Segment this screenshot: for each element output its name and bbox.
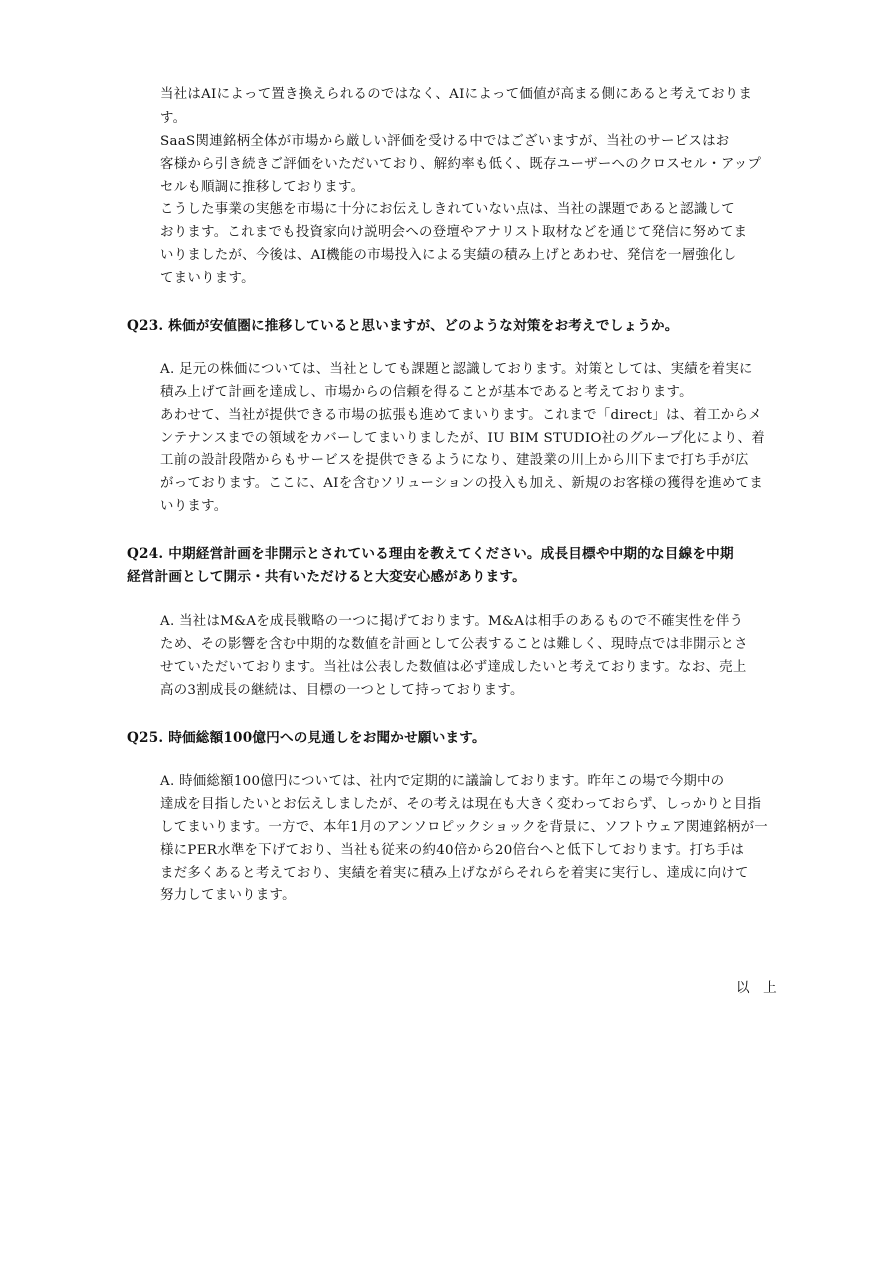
intro-line: セルも順調に推移しております。	[160, 180, 365, 195]
answer-line: せていただいております。当社は公表した数値は必ず達成したいと考えております。なお、売上	[160, 660, 747, 675]
answer-line: してまいります。一方で、本年1月のアンソロピックショックを背景に、ソフトウェア関連銘柄が一	[160, 820, 768, 835]
closing-mark: 以 上	[736, 980, 777, 996]
answer-line: A. 当社はM&Aを成長戦略の一つに掲げております。M&Aは相手のあるもので不確実性を伴う	[160, 614, 744, 629]
question-heading: Q25. 時価総額100億円への見通しをお聞かせ願います。	[127, 730, 486, 746]
answer-line: 様にPER水準を下げており、当社も従来の約40倍から20倍台へと低下しております。打ち手は	[160, 843, 745, 858]
answer-line: 積み上げて計画を達成し、市場からの信頼を得ることが基本であると考えております。	[160, 385, 693, 400]
answer-line: まだ多くあると考えており、実績を着実に積み上げながらそれらを着実に実行し、達成に向けて	[160, 866, 749, 881]
answer-line: ンテナンスまでの領域をカバーしてまいりましたが、IU BIM STUDIO社のグループ化により、着	[160, 431, 765, 446]
question-heading: Q23. 株価が安値圏に推移していると思いますが、どのような対策をお考えでしょうか。	[127, 318, 679, 334]
answer-line: いります。	[160, 499, 228, 514]
intro-line: SaaS関連銘柄全体が市場から厳しい評価を受ける中ではございますが、当社のサービスはお	[160, 134, 730, 149]
answer-line: A. 足元の株価については、当社としても課題と認識しております。対策としては、実績を着実に	[160, 362, 753, 377]
intro-line: てまいります。	[160, 271, 255, 286]
intro-line: 客様から引き続きご評価をいただいており、解約率も低く、既存ユーザーへのクロスセル・アップ	[160, 157, 762, 172]
answer-line: 達成を目指したいとお伝えしましたが、その考えは現在も大きく変わっておらず、しっかりと目指	[160, 797, 762, 812]
answer-line: 努力してまいります。	[160, 888, 296, 903]
answer-line: がっております。ここに、AIを含むソリューションの投入も加え、新規のお客様の獲得を進めてま	[160, 476, 764, 491]
question-heading: 経営計画として開示・共有いただけると大変安心感があります。	[127, 569, 526, 585]
intro-line: いりましたが、今後は、AI機能の市場投入による実績の積み上げとあわせ、発信を一層強化し	[160, 248, 737, 263]
answer-line: A. 時価総額100億円については、社内で定期的に議論しております。昨年この場で今期中の	[160, 774, 725, 789]
intro-line: 当社はAIによって置き換えられるのではなく、AIによって価値が高まる側にあると考えておりま	[160, 87, 753, 102]
intro-line: す。	[160, 111, 187, 126]
answer-line: あわせて、当社が提供できる市場の拡張も進めてまいります。これまで「direct」は、着工からメ	[160, 408, 762, 423]
intro-line: おります。これまでも投資家向け説明会への登壇やアナリスト取材などを通じて発信に努めてま	[160, 225, 748, 240]
answer-line: 工前の設計段階からもサービスを提供できるようになり、建設業の川上から川下まで打ち手が広	[160, 453, 749, 468]
question-heading: Q24. 中期経営計画を非開示とされている理由を教えてください。成長目標や中期的な目線を中期	[127, 546, 734, 562]
answer-line: ため、その影響を含む中期的な数値を計画として公表することは難しく、現時点では非開示とさ	[160, 637, 748, 652]
intro-line: こうした事業の実態を市場に十分にお伝えしきれていない点は、当社の課題であると認識して	[160, 202, 736, 217]
answer-line: 高の3割成長の継続は、目標の一つとして持っております。	[160, 683, 524, 698]
